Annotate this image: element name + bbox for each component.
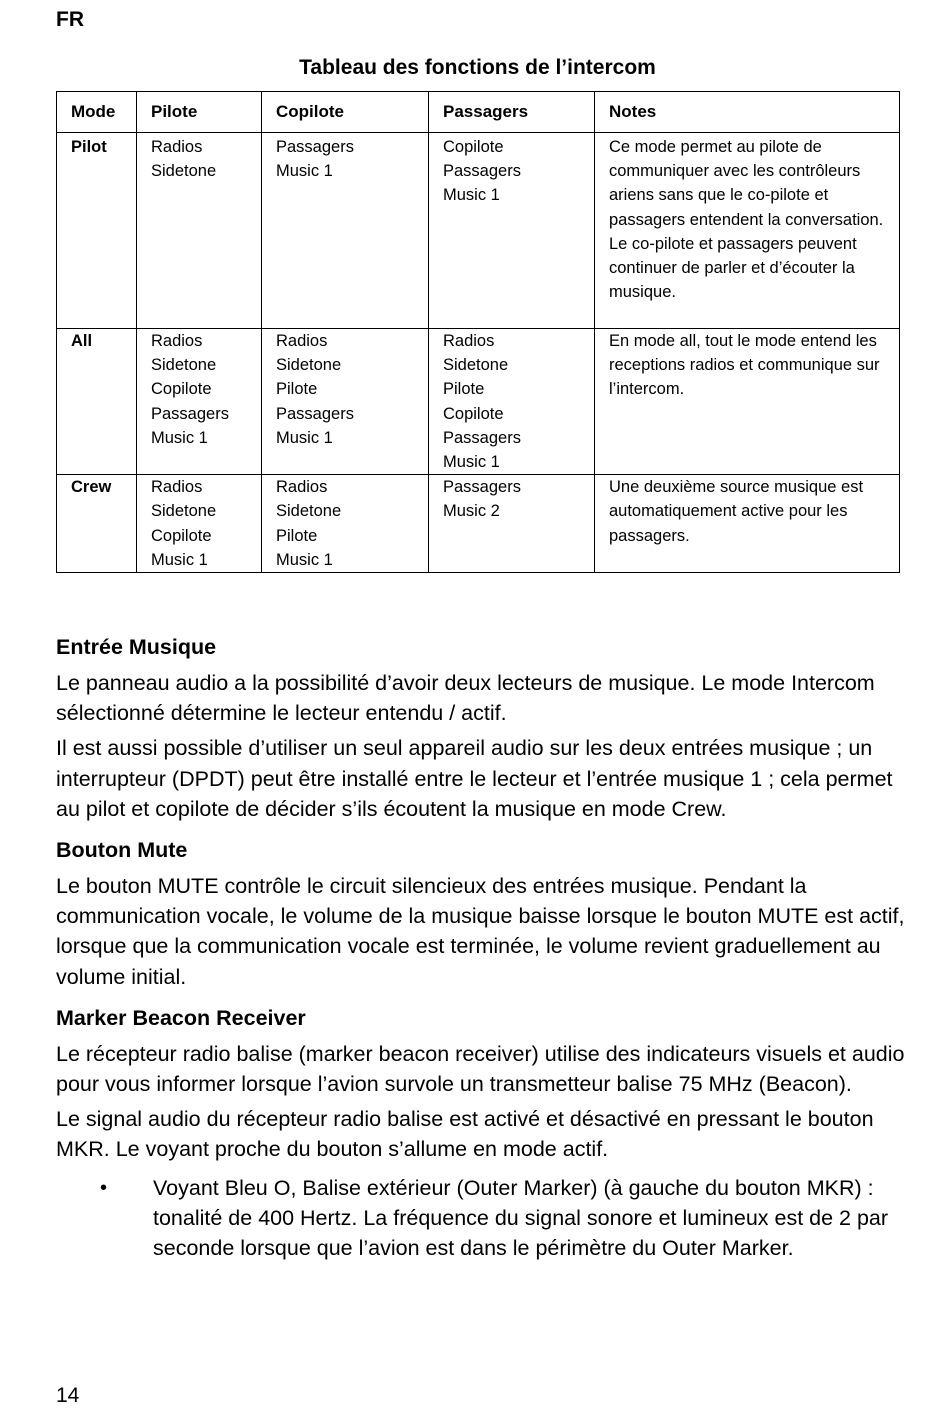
notes-cell: Une deuxième source musique est automatiquement active pour les passagers.	[595, 475, 900, 573]
copilote-cell: Radios Sidetone Pilote Passagers Music 1	[262, 329, 429, 475]
pilote-cell: Radios Sidetone	[137, 133, 262, 329]
copilote-cell: Passagers Music 1	[262, 133, 429, 329]
section-marker-beacon	[56, 1003, 916, 1263]
section-music-input	[56, 632, 916, 824]
mode-cell: Pilot	[57, 133, 137, 329]
copilote-cell: Radios Sidetone Pilote Music 1	[262, 475, 429, 573]
passagers-cell: Radios Sidetone Pilote Copilote Passagers Music 1	[429, 329, 595, 475]
mode-cell: All	[57, 329, 137, 475]
mode-cell: Crew	[57, 475, 137, 573]
paragraph: Le panneau audio a la possibilité d’avoir deux lecteurs de musique. Le mode Intercom sélectionné détermine le lecteur entendu / actif.	[56, 671, 875, 726]
table-title: Tableau des fonctions de l’intercom	[299, 56, 656, 79]
language-label: FR	[56, 8, 84, 31]
page-number: 14	[56, 1384, 80, 1407]
paragraph: Le signal audio du récepteur radio balise est activé et désactivé en pressant le bouton MKR. Le voyant proche du bouton s’allume en mode actif.	[56, 1107, 874, 1162]
body-content	[56, 632, 916, 1274]
table-row-crew	[57, 475, 900, 573]
section-heading: Marker Beacon Receiver	[56, 1005, 306, 1030]
passagers-cell: Copilote Passagers Music 1	[429, 133, 595, 329]
column-header-notes: Notes	[595, 92, 900, 133]
pilote-cell: Radios Sidetone Copilote Music 1	[137, 475, 262, 573]
passagers-cell: Passagers Music 2	[429, 475, 595, 573]
paragraph: Le bouton MUTE contrôle le circuit silencieux des entrées musique. Pendant la communication vocale, le volume de la musique baisse lorsque le bouton MUTE est actif, lorsque que la communication vocale est terminée, le volume revient graduellement au volume initial.	[56, 874, 905, 989]
column-header-pilote: Pilote	[137, 92, 262, 133]
bullet-text: Voyant Bleu O, Balise extérieur (Outer Marker) (à gauche du bouton MKR) : tonalité de 400 Hertz. La fréquence du signal sonore et lumineux est de 2 par seconde lorsque que l’avion est dans le périmètre du Outer Marker.	[153, 1175, 889, 1261]
bullet-icon: •	[100, 1176, 108, 1199]
pilote-cell: Radios Sidetone Copilote Passagers Music 1	[137, 329, 262, 475]
column-header-copilote: Copilote	[262, 92, 429, 133]
column-header-mode: Mode	[57, 92, 137, 133]
section-mute-button	[56, 835, 916, 992]
bullet-item	[56, 1173, 916, 1264]
paragraph: Il est aussi possible d’utiliser un seul appareil audio sur les deux entrées musique ; un interrupteur (DPDT) peut être installé entre le lecteur et l’entrée musique 1 ; cela permet au pilot et copilote de décider s’ils écoutent la musique en mode Crew.	[56, 736, 893, 821]
column-header-passagers: Passagers	[429, 92, 595, 133]
section-heading: Bouton Mute	[56, 838, 188, 863]
section-heading: Entrée Musique	[56, 635, 217, 659]
table-row-pilot	[57, 133, 900, 329]
table-row-all	[57, 329, 900, 475]
notes-cell: Ce mode permet au pilote de communiquer avec les contrôleurs ariens sans que le co-pilote et passagers entendent la conversation. Le co-pilote et passagers peuvent continuer de parler et d’écouter la musique.	[595, 133, 900, 329]
table-header-row	[57, 92, 900, 133]
paragraph: Le récepteur radio balise (marker beacon receiver) utilise des indicateurs visuels et audio pour vous informer lorsque l’avion survole un transmetteur balise 75 MHz (Beacon).	[56, 1041, 905, 1097]
intercom-functions-table	[56, 91, 900, 573]
notes-cell: En mode all, tout le mode entend les receptions radios et communique sur l’intercom.	[595, 329, 900, 475]
